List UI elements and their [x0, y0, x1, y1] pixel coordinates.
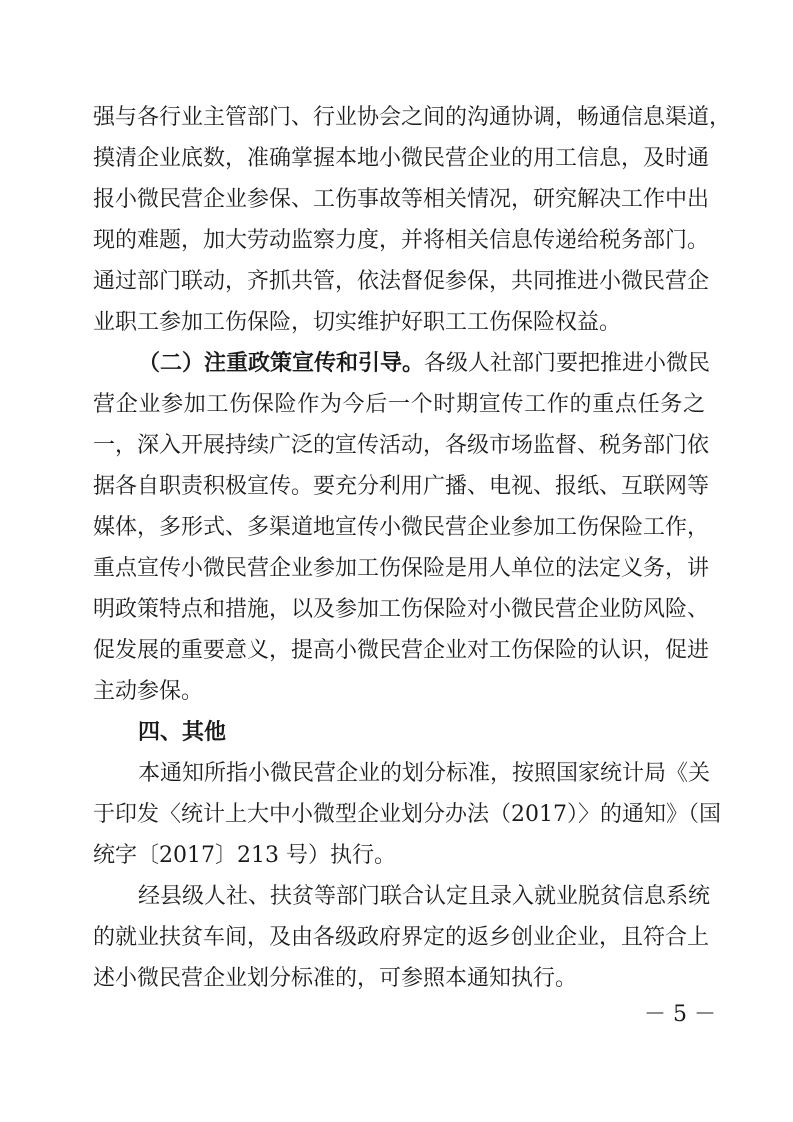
section-2-first-line: [138, 349, 711, 379]
body-line: 重点宣传小微民营企业参加工伤保险是用人单位的法定义务，讲: [93, 556, 710, 581]
page-number: － 5 －: [644, 1002, 716, 1027]
body-line: 一，深入开展持续广泛的宣传活动，各级市场监督、税务部门依: [93, 433, 710, 458]
body-line: 明政策特点和措施，以及参加工伤保险对小微民营企业防风险、: [93, 597, 710, 622]
body-line: 强与各行业主管部门、行业协会之间的沟通协调，畅通信息渠道，: [93, 105, 732, 130]
section-2-title: （二）注重政策宣传和引导。: [138, 351, 425, 376]
body-line: 主动参保。: [93, 679, 204, 704]
body-line: 媒体，多形式、多渠道地宣传小微民营企业参加工伤保险工作，: [93, 515, 710, 540]
body-line: 促发展的重要意义，提高小微民营企业对工伤保险的认识，促进: [93, 638, 710, 663]
body-line: 摸清企业底数，准确掌握本地小微民营企业的用工信息，及时通: [93, 146, 710, 171]
body-line: 据各自职责积极宣传。要充分利用广播、电视、报纸、互联网等: [93, 474, 710, 499]
body-line: 的就业扶贫车间，及由各级政府界定的返乡创业企业，且符合上: [93, 925, 710, 950]
body-line: 现的难题，加大劳动监察力度，并将相关信息传递给税务部门。: [93, 228, 710, 253]
section-2-first-line-text: 各级人社部门要把推进小微民: [424, 351, 711, 376]
section-4-heading: 四、其他: [138, 720, 227, 745]
body-line: 本通知所指小微民营企业的划分标准，按照国家统计局《关: [138, 761, 711, 786]
body-line: 业职工参加工伤保险，切实维护好职工工伤保险权益。: [93, 310, 622, 335]
body-line: 经县级人社、扶贫等部门联合认定且录入就业脱贫信息系统: [138, 884, 711, 909]
body-line: 通过部门联动，齐抓共管，依法督促参保，共同推进小微民营企: [93, 269, 710, 294]
body-line: 统字〔2017〕213 号）执行。: [93, 843, 396, 868]
body-line: 营企业参加工伤保险作为今后一个时期宣传工作的重点任务之: [93, 392, 705, 417]
body-line: 于印发〈统计上大中小微型企业划分办法（2017）〉的通知》（国: [93, 802, 721, 827]
body-line: 报小微民营企业参保、工伤事故等相关情况，研究解决工作中出: [93, 187, 710, 212]
body-line: 述小微民营企业划分标准的，可参照本通知执行。: [93, 966, 578, 991]
